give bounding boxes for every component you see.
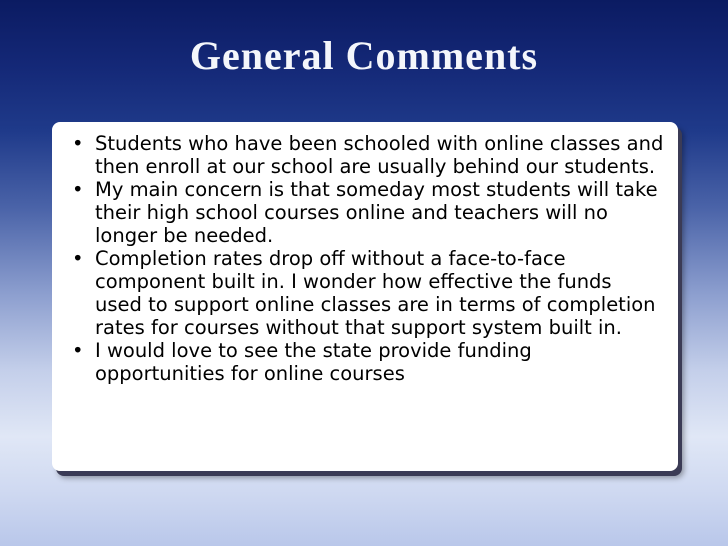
content-card	[52, 122, 678, 471]
bullet-dot-icon: •	[72, 339, 84, 362]
bullet-list	[72, 132, 664, 385]
slide-title: General Comments	[189, 33, 539, 78]
bullet-dot-icon: •	[72, 132, 84, 155]
bullet-item	[72, 178, 664, 247]
bullet-item	[72, 339, 664, 385]
bullet-text: I would love to see the state provide funding opportunities for online courses	[95, 339, 532, 385]
bullet-text: Students who have been schooled with online classes and then enroll at our school are usually behind our students.	[95, 132, 664, 178]
bullet-item	[72, 132, 664, 178]
bullet-text: My main concern is that someday most students will take their high school courses online and teachers will no longer be needed.	[95, 178, 658, 247]
bullet-dot-icon: •	[72, 247, 84, 270]
bullet-text: Completion rates drop off without a face-to-face component built in. I wonder how effective the funds used to support online classes are in terms of completion rates for courses without that support system built in.	[95, 247, 656, 339]
bullet-dot-icon: •	[72, 178, 84, 201]
bullet-item	[72, 247, 664, 339]
